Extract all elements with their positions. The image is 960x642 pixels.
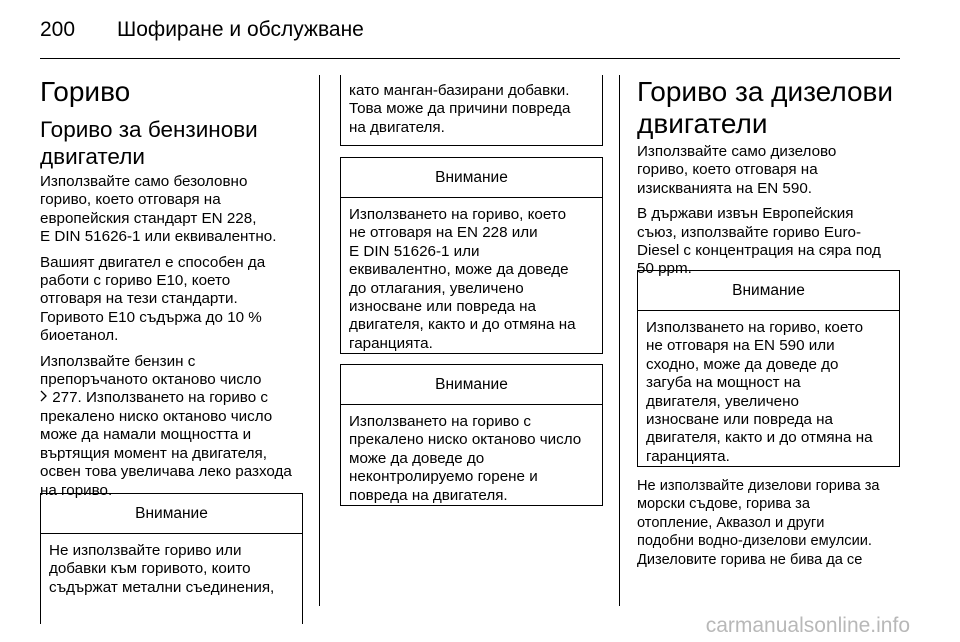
text-line: Не използвайте дизелови горива за: [637, 478, 880, 494]
text-line: Вашият двигател е способен да: [40, 253, 266, 271]
warning-box-title: Внимание: [341, 365, 602, 405]
warning-box-continuation-body: [341, 75, 602, 137]
page-reference-text: 277. Използването на гориво с: [48, 389, 268, 407]
page-number: 200: [40, 18, 76, 41]
warning-box-title: Внимание: [638, 271, 899, 311]
heading-petrol-engines: [40, 116, 312, 170]
text-line: Използването на гориво, което: [349, 206, 567, 223]
text-line: изискванията на EN 590.: [637, 179, 812, 197]
header-rule: [40, 58, 900, 59]
text-line: прекалено ниско октаново число: [349, 431, 582, 449]
text-line: на гориво.: [40, 481, 113, 499]
warning-box-body: [341, 405, 602, 505]
text-line: може да намали мощността и: [40, 426, 252, 444]
text-line: Използвайте само безоловно: [40, 173, 248, 190]
text-line: Използвайте само дизелово: [637, 143, 837, 160]
heading-petrol-line-2: двигатели: [40, 144, 145, 169]
text-line: не отговаря на EN 228 или: [349, 224, 538, 242]
page-reference-arrow-icon[interactable]: [40, 389, 48, 407]
text-line: гаранцията.: [646, 447, 730, 465]
petrol-paragraph-1: [40, 173, 312, 247]
text-line: E DIN 51626-1 или: [349, 242, 480, 260]
text-line: не отговаря на EN 590 или: [646, 337, 835, 355]
heading-petrol-line-1: Гориво за бензинови: [40, 117, 258, 142]
text-line: отговаря на тези стандарти.: [40, 290, 238, 308]
text-line: съдържат метални съединения,: [49, 578, 275, 596]
text-line: сходно, може да доведе до: [646, 355, 839, 373]
column-divider-1: [319, 75, 320, 606]
text-line: препоръчаното октаново число: [40, 371, 262, 389]
text-line: износване или повреда на: [349, 298, 536, 316]
warning-box-en228: [340, 157, 603, 354]
text-line: двигателя, както и до отмяна на: [646, 429, 873, 447]
text-line: въртящия момент на двигателя,: [40, 444, 267, 462]
column-1: [40, 76, 312, 500]
diesel-paragraph-2: [637, 205, 907, 279]
section-title: Шофиране и обслужване: [117, 18, 364, 41]
text-line: морски съдове, горива за: [637, 496, 810, 513]
text-line: гориво, което отговаря на: [40, 191, 221, 209]
warning-box-continuation: [340, 75, 603, 146]
text-line: Не използвайте гориво или: [49, 542, 242, 559]
text-line: загуба на мощност на: [646, 374, 801, 392]
text-line: Използвайте бензин с: [40, 352, 196, 370]
warning-box-title: Внимание: [341, 158, 602, 198]
text-line: европейския стандарт EN 228,: [40, 209, 257, 227]
text-line: може да доведе до: [349, 449, 485, 467]
text-line: 50 ppm.: [637, 260, 692, 278]
column-divider-2: [619, 75, 620, 606]
warning-box-en590: [637, 270, 900, 467]
text-line: гориво, което отговаря на: [637, 161, 818, 179]
diesel-paragraph-3: [637, 477, 912, 569]
warning-box-body: [341, 198, 602, 353]
text-line: износване или повреда на: [646, 411, 833, 429]
text-line: прекалено ниско октаново число: [40, 407, 273, 425]
text-line: Използването на гориво, което: [646, 319, 864, 336]
warning-box-body: [638, 311, 899, 466]
watermark: carmanualsonline.info: [705, 614, 910, 637]
heading-fuel: Гориво: [40, 76, 131, 107]
text-line: двигателя, както и до отмяна на: [349, 316, 576, 334]
text-line: на двигателя.: [349, 118, 445, 136]
text-line: Това може да причини повреда: [349, 100, 571, 118]
text-line: отопление, Аквазол и други: [637, 514, 825, 531]
text-line: подобни водно-дизелови емулсии.: [637, 533, 872, 550]
column-3: [637, 76, 907, 279]
text-line: E DIN 51626-1 или еквивалентно.: [40, 228, 277, 246]
text-line: неконтролируемо горене и: [349, 468, 538, 486]
text-line: Дизеловите горива не бива да се: [637, 551, 863, 568]
petrol-paragraph-2: [40, 254, 312, 346]
text-line: двигателя, увеличено: [646, 392, 799, 410]
warning-box-octane: [340, 364, 603, 506]
text-line: Горивото E10 съдържа до 10 %: [40, 308, 262, 326]
diesel-paragraph-3-block: [637, 477, 912, 569]
text-line: съюз, използвайте гориво Euro-: [637, 223, 862, 241]
heading-diesel-line-1: Гориво за дизелови: [637, 76, 894, 107]
text-line: повреда на двигателя.: [349, 486, 508, 504]
text-line: работи с гориво E10, което: [40, 272, 231, 290]
warning-box-title: Внимание: [41, 494, 302, 534]
text-line: биоетанол.: [40, 327, 119, 345]
text-line: като манган-базирани добавки.: [349, 82, 570, 99]
text-line: Diesel с концентрация на сяра под: [637, 242, 881, 260]
warning-box-metal-additives: [40, 493, 303, 624]
warning-box-body: [41, 534, 302, 597]
text-line: гаранцията.: [349, 334, 433, 352]
heading-diesel-engines: [637, 76, 907, 140]
heading-diesel-line-2: двигатели: [637, 108, 768, 139]
diesel-paragraph-1: [637, 143, 907, 198]
text-line: освен това увеличава леко разхода: [40, 463, 292, 481]
text-line: В държави извън Европейския: [637, 205, 854, 223]
text-line: еквивалентно, може да доведе: [349, 261, 569, 279]
text-line: Използването на гориво с: [349, 413, 531, 430]
petrol-paragraph-3: [40, 353, 312, 500]
text-line: добавки към горивото, които: [49, 560, 251, 578]
text-line: до отлагания, увеличено: [349, 279, 524, 297]
